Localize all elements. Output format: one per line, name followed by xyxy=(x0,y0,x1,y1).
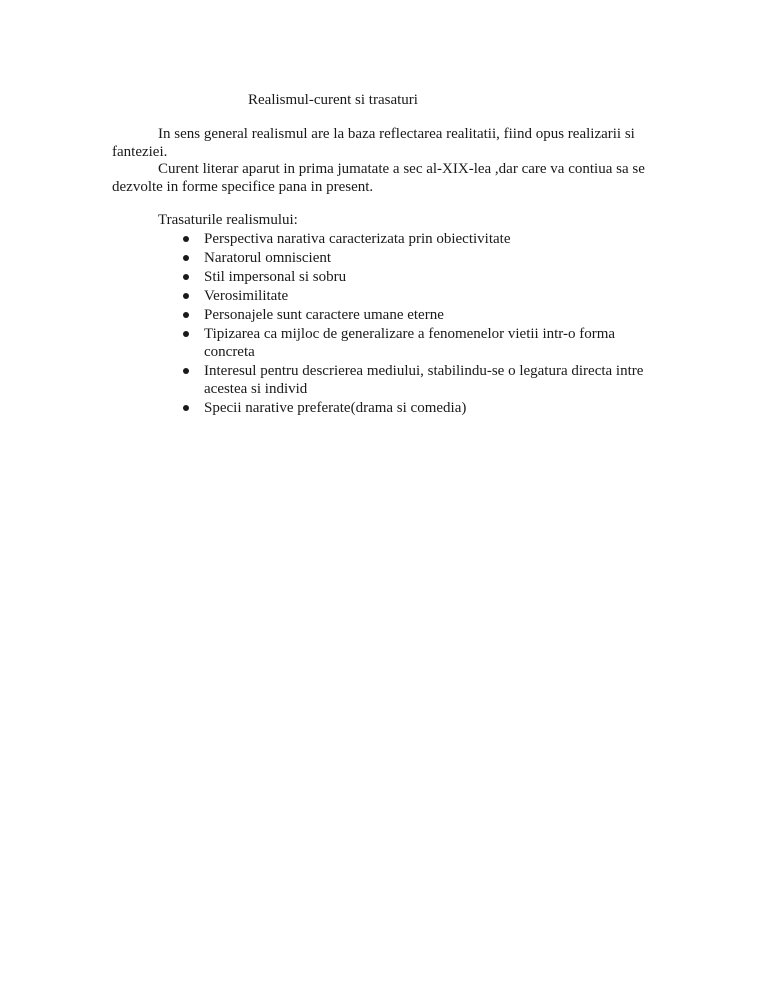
list-item xyxy=(178,230,648,248)
list-item xyxy=(178,287,648,305)
list-item xyxy=(178,399,648,417)
list-item-text: Naratorul omniscient xyxy=(204,250,332,266)
list-item-text: Personajele sunt caractere umane eterne xyxy=(204,307,444,323)
paragraph-definition: In sens general realismul are la baza reflectarea realitatii, fiind opus realizarii si fanteziei. xyxy=(112,126,635,160)
bullet-icon xyxy=(183,255,189,261)
list-item-text: Interesul pentru descrierea mediului, stabilindu-se o legatura directa intre acestea si individ xyxy=(204,363,644,397)
bullet-icon xyxy=(183,236,189,242)
bullet-icon xyxy=(183,405,189,411)
list-item-text: Tipizarea ca mijloc de generalizare a fenomenelor vietii intr-o forma concreta xyxy=(204,326,616,360)
list-item-text: Specii narative preferate(drama si comedia) xyxy=(204,400,467,416)
bullet-icon xyxy=(183,331,189,337)
list-item-text: Verosimilitate xyxy=(204,288,289,304)
bullet-icon xyxy=(183,274,189,280)
bullet-icon xyxy=(183,312,189,318)
list-item xyxy=(178,268,648,286)
list-item xyxy=(178,362,648,398)
paragraph-history: Curent literar aparut in prima jumatate a sec al-XIX-lea ,dar care va contiua sa se dezvolte in forme specifice pana in present. xyxy=(112,161,645,195)
document-title: Realismul-curent si trasaturi xyxy=(248,92,418,108)
list-item-text: Stil impersonal si sobru xyxy=(204,269,347,285)
list-item xyxy=(178,306,648,324)
list-intro: Trasaturile realismului: xyxy=(158,212,298,228)
bullet-icon xyxy=(183,293,189,299)
list-item xyxy=(178,249,648,267)
list-item xyxy=(178,325,648,361)
list-item-text: Perspectiva narativa caracterizata prin obiectivitate xyxy=(204,231,511,247)
traits-list xyxy=(178,230,648,418)
bullet-icon xyxy=(183,368,189,374)
